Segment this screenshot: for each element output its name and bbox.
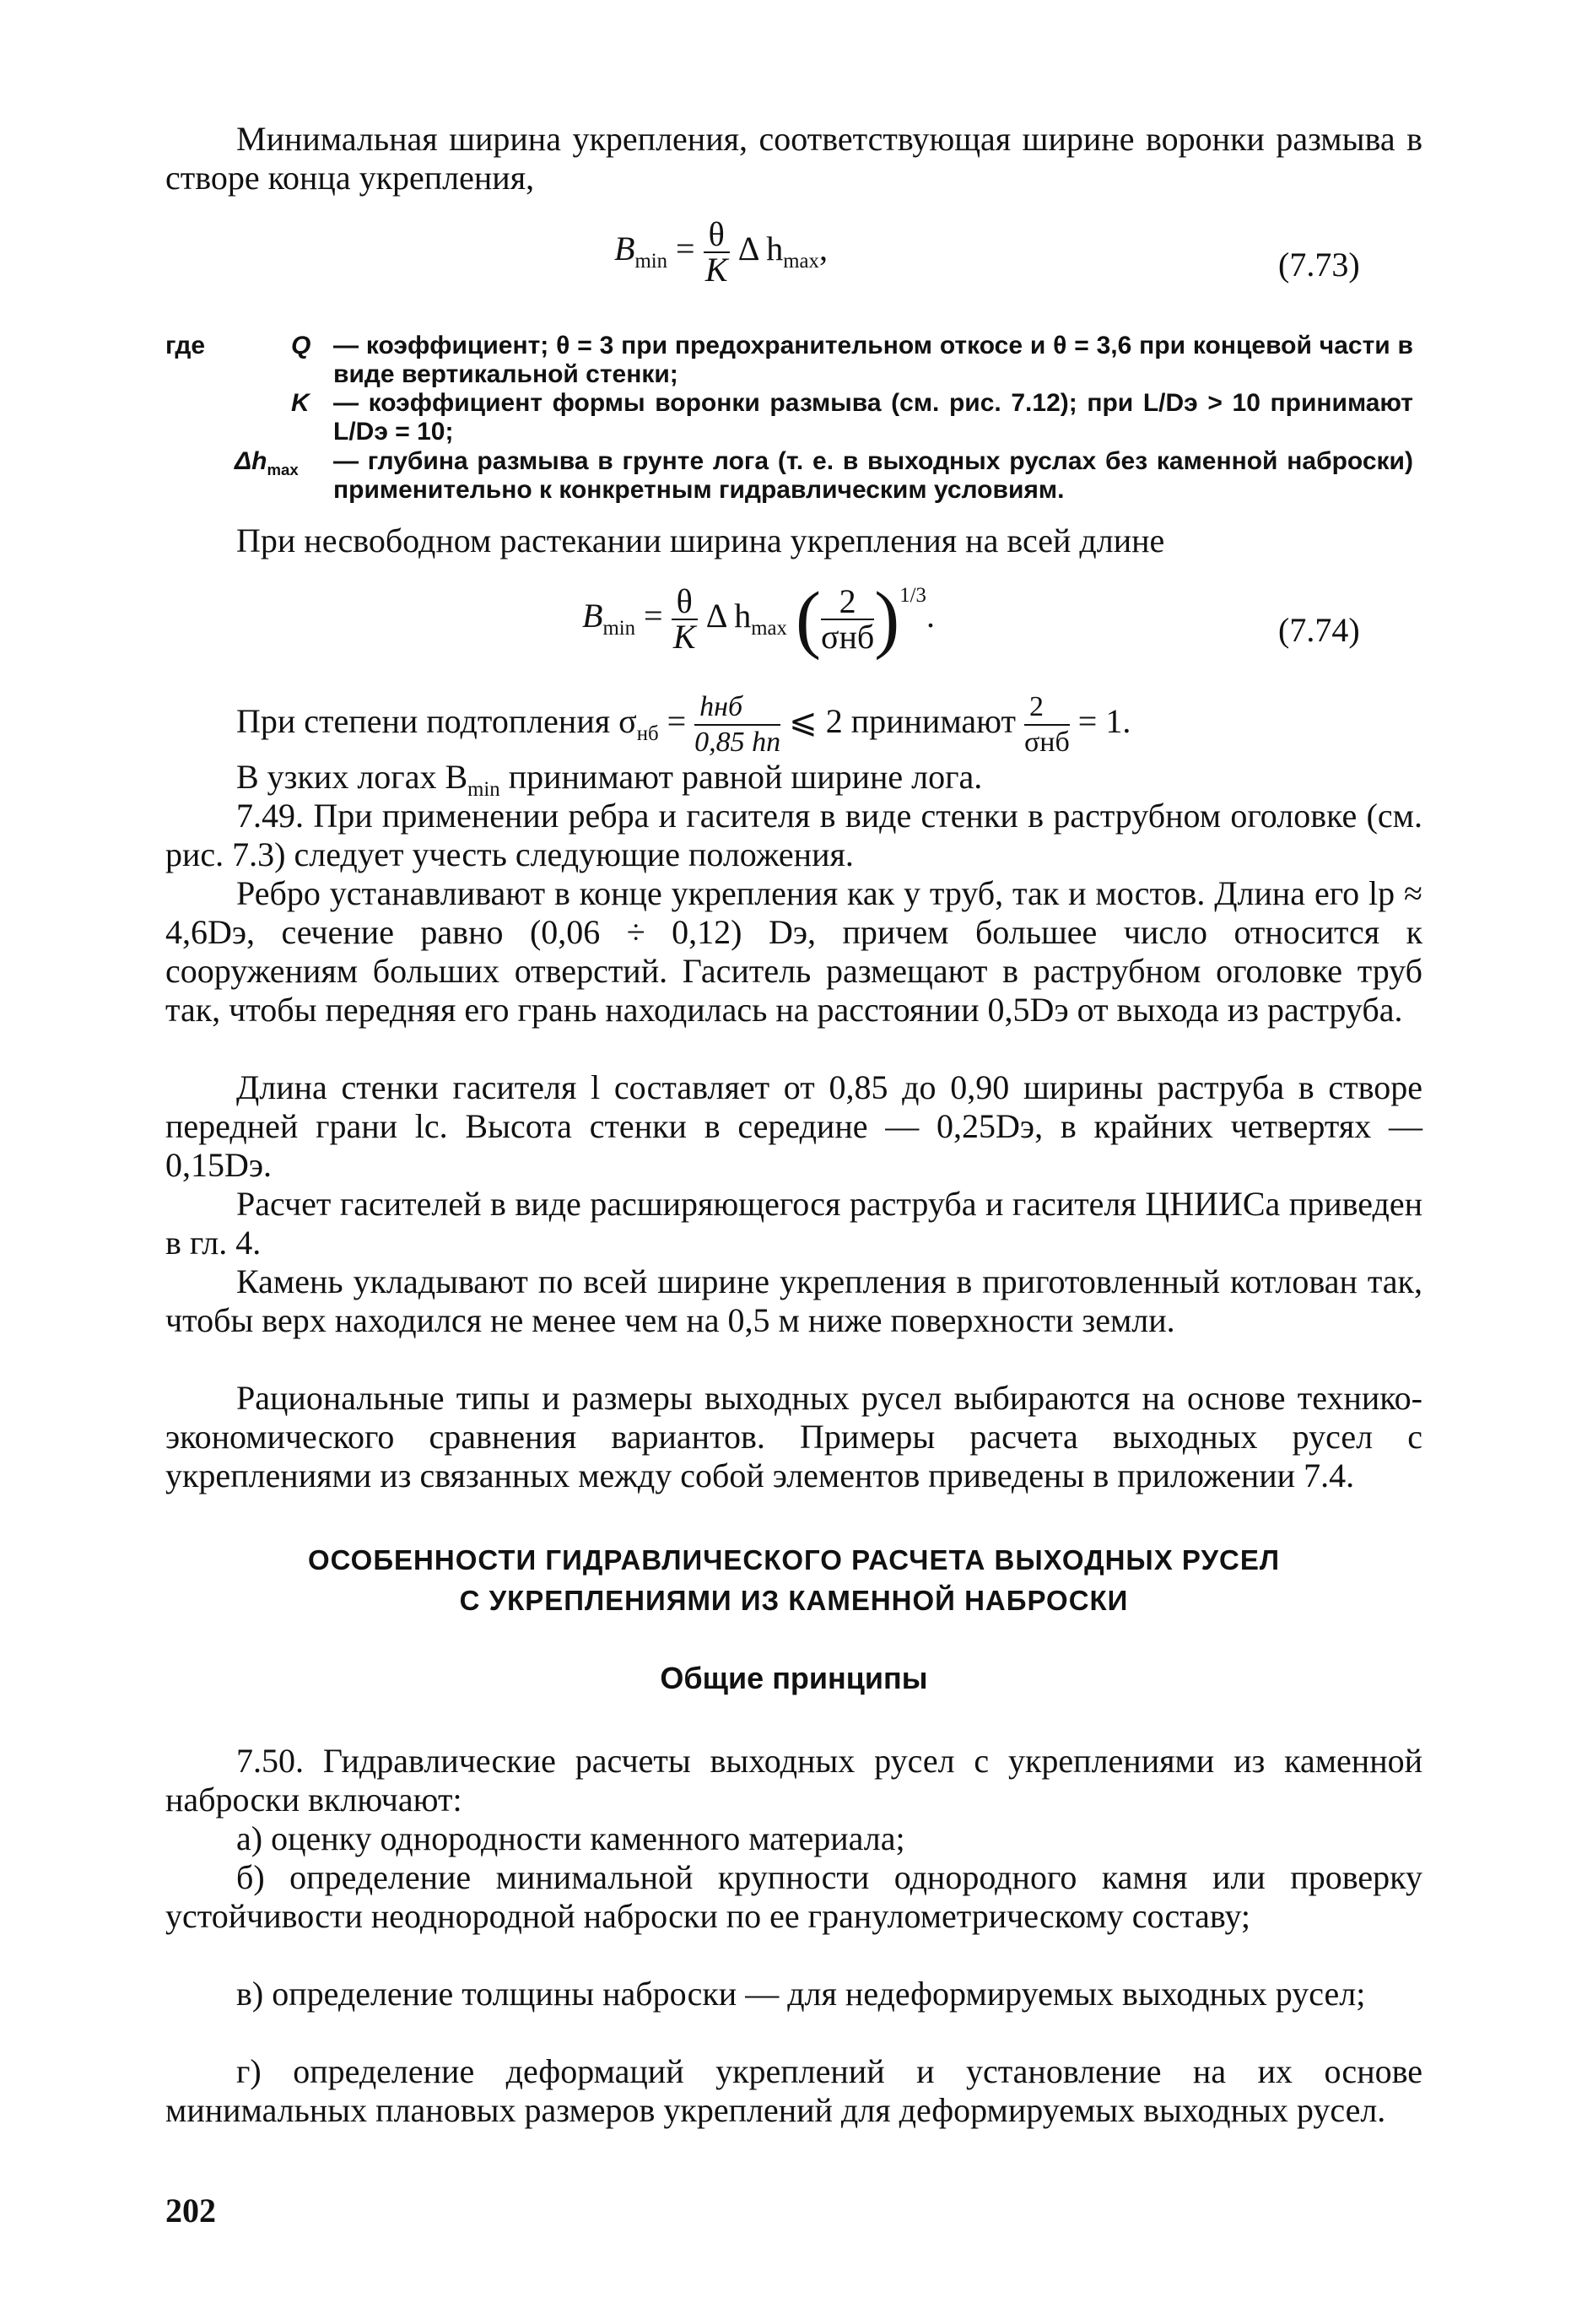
flood-numerator-2: 2 bbox=[1024, 690, 1070, 726]
where-item-dh bbox=[235, 447, 1413, 505]
nonfree-paragraph: При несвободном растекании ширина укрепления на всей длине bbox=[236, 522, 1165, 559]
where-item-k bbox=[291, 389, 1413, 446]
eq74-denominator: K bbox=[672, 617, 696, 656]
flood-numerator: hнб bbox=[694, 690, 780, 726]
narrow-tail: принимают равной ширине лога. bbox=[508, 758, 983, 796]
eq73-tail: , bbox=[818, 230, 828, 268]
where-item-q-text: — коэффициент; θ = 3 при предохранительном откосе и θ = 3,6 при концевой части в виде вертикальной стенки; bbox=[333, 332, 1413, 388]
flood-equals: = bbox=[667, 702, 687, 741]
eq74-numerator: θ bbox=[672, 585, 698, 620]
where-item-k-symbol: K bbox=[291, 389, 310, 417]
where-item-dh-symbol bbox=[235, 447, 333, 505]
narrow-text: В узких логах B bbox=[236, 758, 468, 796]
page-number: 202 bbox=[165, 2192, 216, 2229]
where-label: где bbox=[165, 332, 206, 359]
eq74-right-paren: ) bbox=[874, 576, 900, 661]
eq74-tail: . bbox=[926, 597, 935, 635]
equation-7-74 bbox=[582, 576, 1190, 677]
flood-fraction-2 bbox=[1024, 690, 1070, 759]
paragraph-7-50: 7.50. Гидравлические расчеты выходных русел с укреплениями из каменной наброски включают: bbox=[165, 1742, 1422, 1819]
eq74-fraction bbox=[672, 581, 698, 656]
where-item-q bbox=[291, 332, 1413, 389]
eq74-mid-sub: max bbox=[751, 617, 787, 640]
eq73-rhs-sub: max bbox=[783, 250, 819, 273]
eq74-inner-fraction bbox=[820, 581, 875, 656]
eq73-lhs: B bbox=[614, 230, 635, 268]
where-item-dh-text: — глубина размыва в грунте лога (т. е. в выходных руслах без каменной наброски) применительно к конкретным гидравлическим условиям. bbox=[333, 447, 1413, 504]
where-item-k-text: — коэффициент формы воронки размыва (см. рис. 7.12); при L/Dэ > 10 принимают L/Dэ = 10; bbox=[333, 389, 1413, 446]
where-item-dh-sym: Δh bbox=[235, 447, 267, 475]
eq74-equals: = bbox=[644, 597, 663, 635]
flood-fraction bbox=[694, 690, 780, 759]
eq74-left-paren: ( bbox=[795, 576, 821, 661]
intro-paragraph bbox=[165, 120, 1422, 197]
subheading-general-principles: Общие принципы bbox=[660, 1661, 928, 1695]
flood-denominator-2: σнб bbox=[1023, 727, 1070, 758]
eq73-numerator: θ bbox=[704, 218, 730, 253]
paragraph-7-49: 7.49. При применении ребра и гасителя в виде стенки в раструбном оголовке (см. рис. 7.3) следует учесть следующие положения. bbox=[165, 797, 1422, 873]
eq73-equals: = bbox=[676, 230, 695, 268]
eq73-fraction bbox=[704, 215, 730, 289]
eq74-power: 1/3 bbox=[899, 584, 926, 607]
list-item-a: а) оценку однородности каменного материала; bbox=[236, 1819, 905, 1857]
eq74-lhs-sub: min bbox=[602, 617, 636, 640]
list-item-d: г) определение деформаций укреплений и установление на их основе минимальных плановых размеров укреплений для деформируемых выходных русел. bbox=[165, 2052, 1422, 2129]
flood-line bbox=[236, 690, 1434, 759]
where-item-q-symbol: Q bbox=[291, 332, 311, 359]
list-item-b: б) определение минимальной крупности однородного камня или проверку устойчивости неоднородной наброски по ее гранулометрическому составу; bbox=[165, 1858, 1422, 1935]
paragraph-dampers: Расчет гасителей в виде расширяющегося раструба и гасителя ЦНИИСа приведен в гл. 4. bbox=[165, 1185, 1422, 1262]
section-heading-line-1: ОСОБЕННОСТИ ГИДРАВЛИЧЕСКОГО РАСЧЕТА ВЫХОДНЫХ РУСЕЛ bbox=[307, 1544, 1281, 1575]
list-item-c: в) определение толщины наброски — для недеформируемых выходных русел; bbox=[236, 1975, 1366, 2013]
narrow-sub: min bbox=[467, 778, 500, 801]
eq73-denominator: K bbox=[704, 251, 728, 289]
flood-denominator: 0,85 hп bbox=[694, 727, 781, 758]
eq74-inner-numerator: 2 bbox=[821, 585, 874, 620]
paragraph-rib: Ребро устанавливают в конце укрепления как у труб, так и мостов. Длина его lр ≈ 4,6Dэ, сечение равно (0,06 ÷ 0,12) Dэ, причем большее число относится к сооружениям больших отверстий. Гаситель размещают в раструбном оголовке труб так, чтобы передняя его грань находилась на расстоянии 0,5Dэ от выхода из раструба. bbox=[165, 874, 1422, 1029]
equation-label-7-73: (7.73) bbox=[1278, 246, 1360, 284]
flood-mid: ⩽ 2 принимают bbox=[789, 702, 1016, 741]
eq74-inner-denominator: σнб bbox=[820, 617, 875, 656]
paragraph-stone: Камень укладывают по всей ширине укрепления в приготовленный котлован так, чтобы верх находился не менее чем на 0,5 м ниже поверхности земли. bbox=[165, 1262, 1422, 1339]
paragraph-rational: Рациональные типы и размеры выходных русел выбираются на основе технико-экономического сравнения вариантов. Примеры расчета выходных русел с укреплениями из связанных между собой элементов приведены в приложении 7.4. bbox=[165, 1379, 1422, 1494]
flood-pre-sub: нб bbox=[636, 722, 659, 746]
eq74-lhs: B bbox=[582, 597, 603, 635]
intro-text: Минимальная ширина укрепления, соответствующая ширине воронки размыва в створе конца укрепления, bbox=[165, 120, 1422, 197]
where-item-dh-sub: max bbox=[267, 461, 299, 478]
eq73-lhs-sub: min bbox=[634, 250, 668, 273]
section-heading-line-2: С УКРЕПЛЕНИЯМИ ИЗ КАМЕННОЙ НАБРОСКИ bbox=[459, 1585, 1129, 1616]
equation-label-7-74: (7.74) bbox=[1278, 611, 1360, 649]
flood-pre: При степени подтопления σ bbox=[236, 702, 637, 741]
flood-post: = 1. bbox=[1077, 702, 1131, 741]
equation-7-73 bbox=[614, 215, 1120, 294]
eq73-rhs: Δ h bbox=[737, 230, 784, 268]
eq74-mid: Δ h bbox=[705, 597, 752, 635]
paragraph-wall-length: Длина стенки гасителя l составляет от 0,85 до 0,90 ширины раструба в створе передней грани lс. Высота стенки в середине — 0,25Dэ, в крайних четвертях — 0,15Dэ. bbox=[165, 1068, 1422, 1184]
